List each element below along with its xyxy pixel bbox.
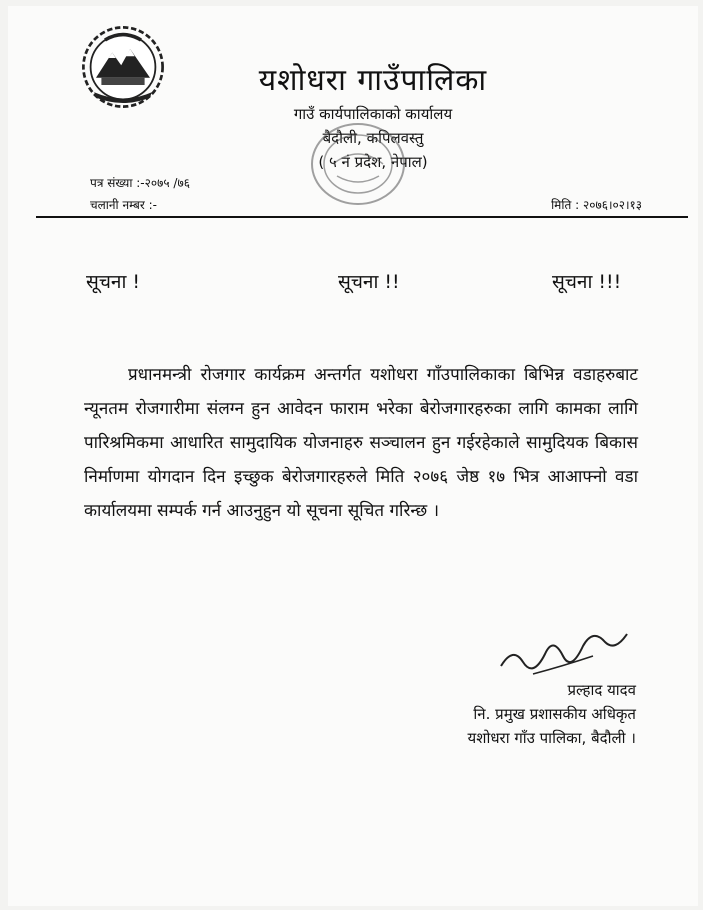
letter-number: पत्र संख्या :-२०७५ /७६: [90, 176, 190, 190]
office-stamp-icon: [303, 114, 413, 214]
signature-icon: [493, 616, 633, 686]
notice-heading-1: सूचना !: [86, 271, 141, 293]
signer-office: यशोधरा गाँउ पालिका, बैदौली ।: [467, 729, 636, 747]
signer-title: नि. प्रमुख प्रशासकीय अधिकृत: [473, 705, 636, 723]
letter-page: [8, 6, 698, 906]
letter-date: मिति : २०७६।०२।१३: [551, 198, 642, 212]
header-divider: [36, 216, 688, 218]
municipality-title: यशोधरा गाउँपालिका: [258, 63, 488, 98]
notice-heading-3: सूचना !!!: [552, 271, 622, 293]
notice-body: प्रधानमन्त्री रोजगार कार्यक्रम अन्तर्गत यशोधरा गाँउपालिकाका बिभिन्न वडाहरुबाट न्यूनतम रोजगारीमा संलग्न हुन आवेदन फाराम भरेका बेरोजगारहरुका लागि कामका लागि पारिश्रमिकमा आधारित सामुदायिक योजनाहरु सञ्चालन हुन गईरहेकाले सामुदियक बिकास निर्माणमा योगदान दिन इच्छुक बेरोजगारहरुले मिति २०७६ जेष्ठ १७ भित्र आआफ्नो वडा कार्यालयमा सम्पर्क गर्न आउनुहुन यो सूचना सूचित गरिन्छ ।: [84, 365, 638, 521]
office-name: गाउँ कार्यपालिकाको कार्यालय: [293, 105, 453, 123]
notice-heading-2: सूचना !!: [338, 271, 400, 293]
office-location: बैदौली, कपिलवस्तु: [322, 129, 424, 147]
office-province: ( ५ नं प्रदेश, नेपाल): [318, 153, 428, 171]
dispatch-number: चलानी नम्बर :-: [90, 198, 157, 212]
signer-name: प्रल्हाद यादव: [567, 681, 636, 699]
